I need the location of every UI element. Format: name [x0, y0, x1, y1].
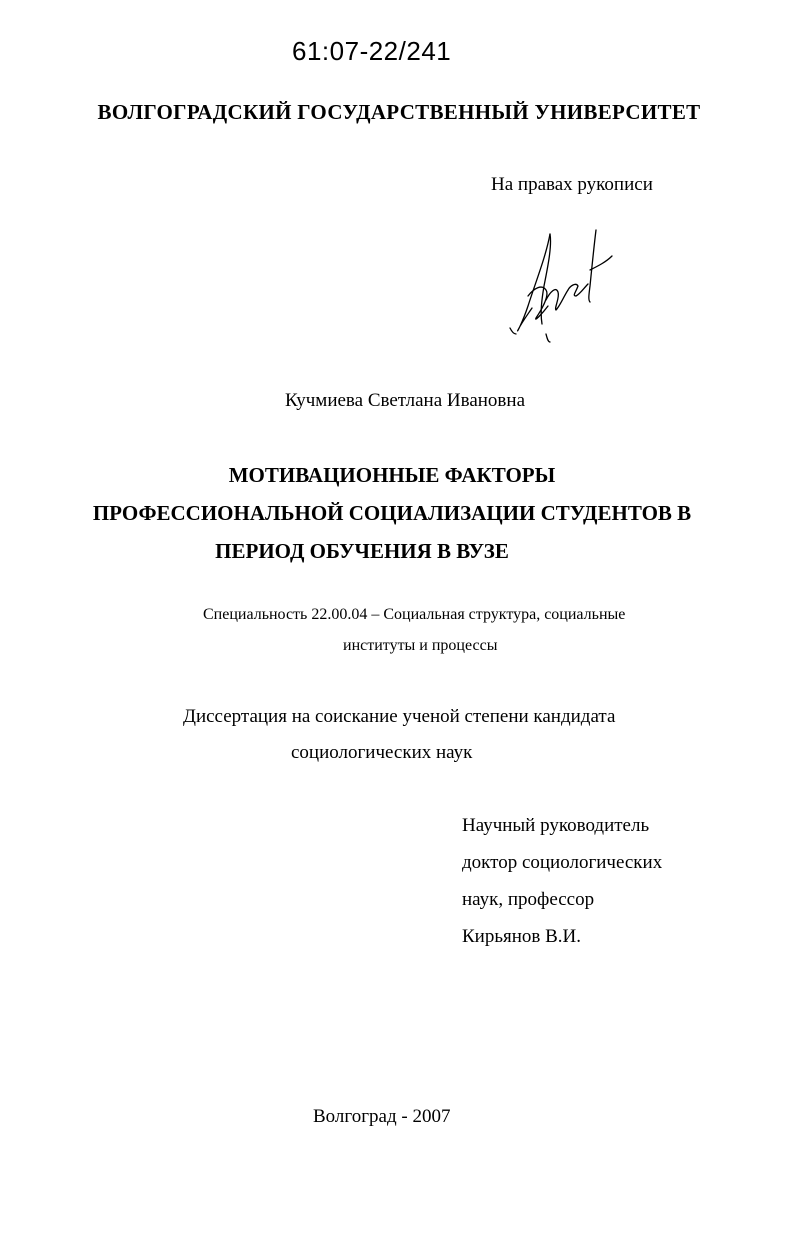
city-year: Волгоград - 2007: [313, 1106, 451, 1127]
dissertation-title: [0, 456, 798, 570]
rights-note: На правах рукописи: [491, 174, 653, 195]
advisor-line: Научный руководитель: [462, 815, 650, 836]
specialty-line: институты и процессы: [343, 637, 498, 654]
title-line: МОТИВАЦИОННЫЕ ФАКТОРЫ: [228, 463, 556, 487]
university-name: ВОЛГОГРАДСКИЙ ГОСУДАРСТВЕННЫЙ УНИВЕРСИТЕТ: [97, 100, 701, 124]
advisor-line: наук, профессор: [462, 889, 595, 910]
degree-line: Диссертация на соискание ученой степени кандидата: [183, 706, 616, 727]
advisor-line: доктор социологических: [462, 852, 663, 873]
specialty-line: Специальность 22.00.04 – Социальная структура, социальные: [203, 606, 626, 623]
degree-line: социологических наук: [291, 742, 473, 763]
author-name: Кучмиева Светлана Ивановна: [285, 390, 526, 411]
advisor-name: Кирьянов В.И.: [462, 926, 582, 947]
signature-image: [506, 226, 616, 344]
title-line: ПРОФЕССИОНАЛЬНОЙ СОЦИАЛИЗАЦИИ СТУДЕНТОВ В: [92, 501, 692, 525]
title-line: ПЕРИОД ОБУЧЕНИЯ В ВУЗЕ: [215, 539, 509, 563]
document-code: 61:07-22/241: [292, 36, 452, 66]
